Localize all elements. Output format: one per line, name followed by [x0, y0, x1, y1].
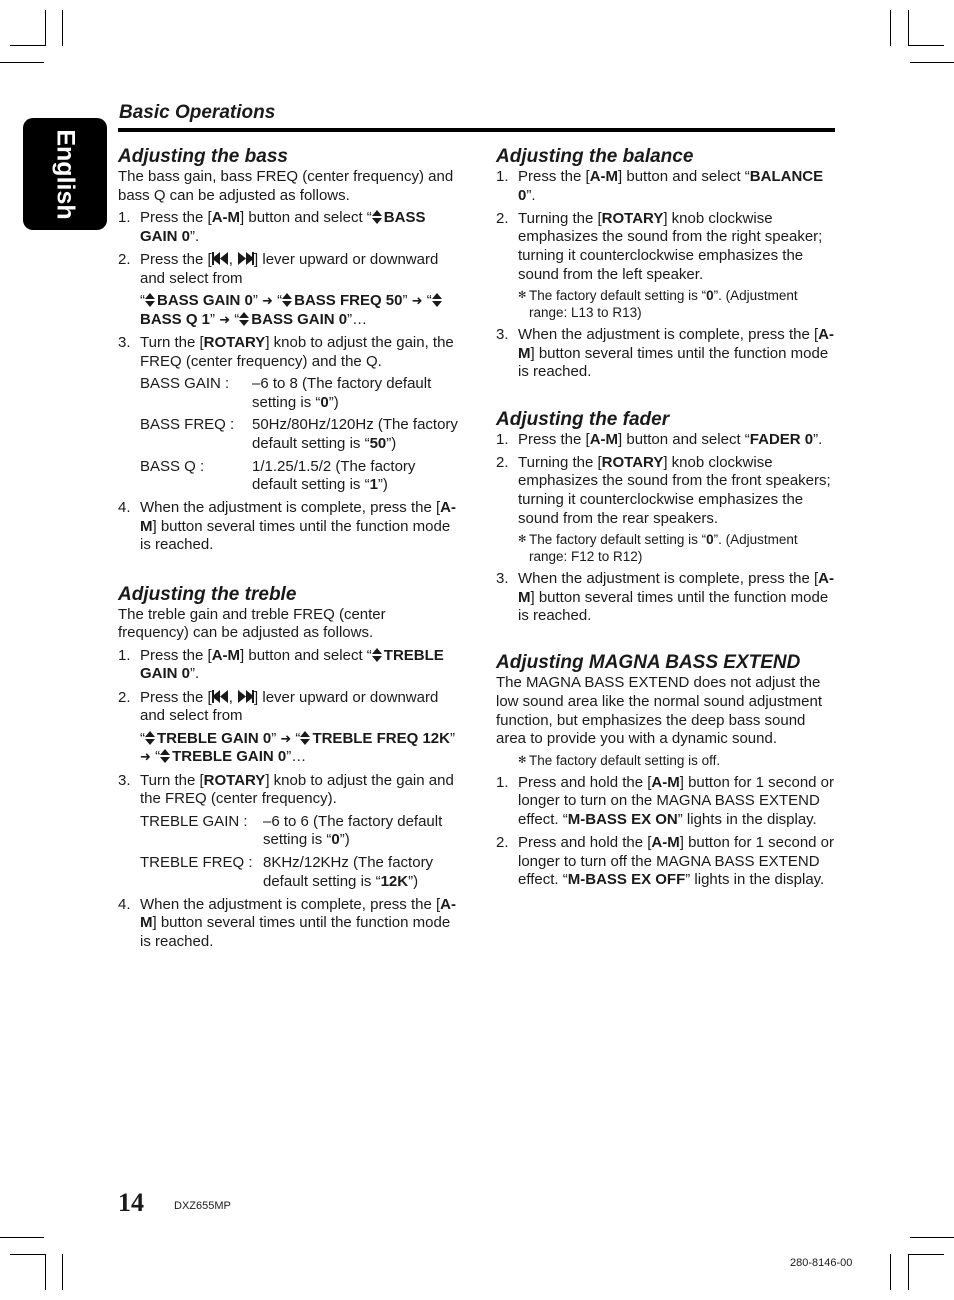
bass-step-4: 4. When the adjustment is complete, press the [A-M] button several times until the function mode is reached.	[118, 499, 456, 554]
previous-lever-icon	[212, 252, 229, 265]
fader-step-2: 2. Turning the [ROTARY] knob clockwise emphasizes the sound from the front speakers; turning it counterclockwise emphasizes the sound from the rear speakers. ✻ The factory default setting is “0”. (Adjustment range: F12 to R12)	[496, 454, 836, 565]
crop-mark	[10, 45, 46, 46]
crop-mark	[908, 1254, 909, 1290]
arrow-right-icon: ➜	[262, 293, 273, 309]
asterisk-icon: ✻	[518, 534, 527, 546]
left-column	[118, 146, 460, 956]
up-down-icon	[239, 312, 249, 326]
language-tab	[23, 118, 107, 230]
next-lever-icon	[237, 252, 254, 265]
balance-steps	[496, 168, 836, 382]
up-down-icon	[300, 731, 310, 745]
asterisk-icon: ✻	[518, 290, 527, 302]
magna-step-2: 2. Press and hold the [A-M] button for 1 second or longer to turn off the MAGNA BASS EXTEND effect. “M-BASS EX OFF” lights in the display.	[496, 834, 835, 889]
up-down-icon	[145, 293, 155, 307]
crop-mark	[62, 10, 63, 46]
fader-note: ✻ The factory default setting is “0”. (Adjustment range: F12 to R12)	[518, 532, 798, 565]
bass-sequence: “ BASS GAIN 0” ➜ “ BASS FREQ 50” ➜ “BASS Q 1” ➜ “ BASS GAIN 0”…	[140, 292, 460, 329]
crop-mark	[890, 10, 891, 46]
treble-freq-row: TREBLE FREQ : 8KHz/12KHz (The factory default setting is “12K”)	[140, 853, 434, 890]
balance-step-2: 2. Turning the [ROTARY] knob clockwise emphasizes the sound from the right speaker; turning it counterclockwise emphasizes the sound from the left speaker. ✻ The factory default setting is “0”. (Adjustment range: L13 to R13)	[496, 210, 836, 321]
arrow-right-icon: ➜	[280, 730, 292, 746]
bass-gain-row: BASS GAIN : –6 to 8 (The factory default setting is “0”)	[140, 375, 432, 411]
up-down-icon	[160, 749, 170, 763]
crop-mark	[908, 45, 944, 46]
crop-mark	[908, 10, 909, 46]
treble-step-4: 4. When the adjustment is complete, press the [A-M] button several times until the function mode is reached.	[118, 895, 456, 950]
language-tab-label: English	[51, 128, 80, 220]
treble-heading: Adjusting the treble	[118, 583, 297, 605]
asterisk-icon: ✻	[518, 754, 527, 766]
next-lever-icon	[237, 690, 254, 703]
treble-intro: The treble gain and treble FREQ (center frequency) can be adjusted as follows.	[118, 605, 386, 642]
balance-step-3: 3. When the adjustment is complete, press the [A-M] button several times until the function mode is reached.	[496, 326, 834, 381]
up-down-icon	[372, 210, 382, 224]
fader-step-1: 1. Press the [A-M] button and select “FADER 0”.	[496, 430, 823, 448]
bass-q-row: BASS Q : 1/1.25/1.5/2 (The factory default setting is “1”)	[140, 457, 416, 494]
arrow-right-icon: ➜	[219, 311, 231, 327]
magna-note: ✻ The factory default setting is off.	[518, 752, 721, 768]
bass-freq-row: BASS FREQ : 50Hz/80Hz/120Hz (The factory default setting is “50”)	[140, 416, 458, 452]
up-down-icon	[432, 293, 442, 307]
bass-step-1: 1. Press the [A-M] button and select “ BASS GAIN 0”.	[118, 209, 426, 245]
treble-steps	[118, 647, 460, 952]
treble-step-3: 3. Turn the [ROTARY] knob to adjust the gain and the FREQ (center frequency). TREBLE GAIN : –6 to 6 (The factory default setting is “0”) TREBLE FREQ : 8KHz/12KHz (The factory default setting is “12K”)	[118, 772, 460, 892]
up-down-icon	[372, 648, 382, 662]
treble-sequence: “ TREBLE GAIN 0” ➜ “ TREBLE FREQ 12K” ➜ “ TREBLE GAIN 0”…	[140, 729, 455, 766]
up-down-icon	[282, 293, 292, 307]
bass-step-2: 2. Press the [ , ] lever upward or downward and select from “ BASS GAIN 0” ➜ “ BASS FREQ 50” ➜ “BASS Q 1” ➜ “ BASS GAIN 0”…	[118, 251, 460, 329]
crop-mark	[910, 62, 954, 63]
section-rule	[118, 128, 835, 132]
magna-step-1: 1. Press and hold the [A-M] button for 1 second or longer to turn on the MAGNA BASS EXTEND effect. “M-BASS EX ON” lights in the display.	[496, 773, 835, 829]
treble-gain-row: TREBLE GAIN : –6 to 6 (The factory default setting is “0”)	[140, 812, 443, 849]
crop-mark	[890, 1254, 891, 1290]
magna-intro: The MAGNA BASS EXTEND does not adjust the low sound area like the normal sound adjustment function, but emphasizes the deep bass sound area to provide you with a dynamic sound.	[496, 674, 823, 748]
crop-mark	[62, 1254, 63, 1290]
fader-steps	[496, 431, 836, 626]
crop-mark	[0, 62, 44, 63]
crop-mark	[908, 1254, 944, 1255]
bass-steps	[118, 209, 460, 555]
magna-heading: Adjusting MAGNA BASS EXTEND	[496, 652, 801, 674]
crop-mark	[10, 1254, 46, 1255]
model-number: DXZ655MP	[174, 1200, 231, 1212]
balance-note: ✻ The factory default setting is “0”. (Adjustment range: L13 to R13)	[518, 288, 798, 321]
fader-step-3: 3. When the adjustment is complete, press the [A-M] button several times until the function mode is reached.	[496, 570, 834, 625]
fader-heading: Adjusting the fader	[496, 408, 670, 430]
page-number: 14	[118, 1188, 144, 1217]
magna-steps	[496, 774, 836, 890]
treble-step-2: 2. Press the [ , ] lever upward or downward and select from “ TREBLE GAIN 0” ➜ “ TREBLE FREQ 12K” ➜ “ TREBLE GAIN 0”…	[118, 689, 460, 767]
crop-mark	[910, 1237, 954, 1238]
crop-mark	[0, 1237, 44, 1238]
up-down-icon	[145, 731, 155, 745]
crop-mark	[45, 1254, 46, 1290]
section-title: Basic Operations	[119, 102, 276, 123]
balance-heading: Adjusting the balance	[496, 146, 694, 167]
arrow-right-icon: ➜	[140, 749, 151, 765]
treble-step-1: 1. Press the [A-M] button and select “ TREBLE GAIN 0”.	[118, 646, 444, 683]
arrow-right-icon: ➜	[411, 293, 423, 309]
previous-lever-icon	[212, 690, 229, 703]
crop-mark	[45, 10, 46, 46]
document-code: 280-8146-00	[790, 1257, 853, 1269]
balance-step-1: 1. Press the [A-M] button and select “BALANCE 0”.	[496, 168, 824, 204]
right-column	[496, 146, 836, 895]
bass-step-3: 3. Turn the [ROTARY] knob to adjust the gain, the FREQ (center frequency) and the Q. BASS GAIN : –6 to 8 (The factory default setting is “0”) BASS FREQ : 50Hz/80Hz/120Hz (The factory default setting is “50”) BASS Q : 1/1.25/1.5/2 (The factory default setting is “1”)	[118, 334, 460, 495]
bass-intro: The bass gain, bass FREQ (center frequency) and bass Q can be adjusted as follows.	[118, 168, 454, 204]
bass-heading: Adjusting the bass	[118, 146, 288, 167]
